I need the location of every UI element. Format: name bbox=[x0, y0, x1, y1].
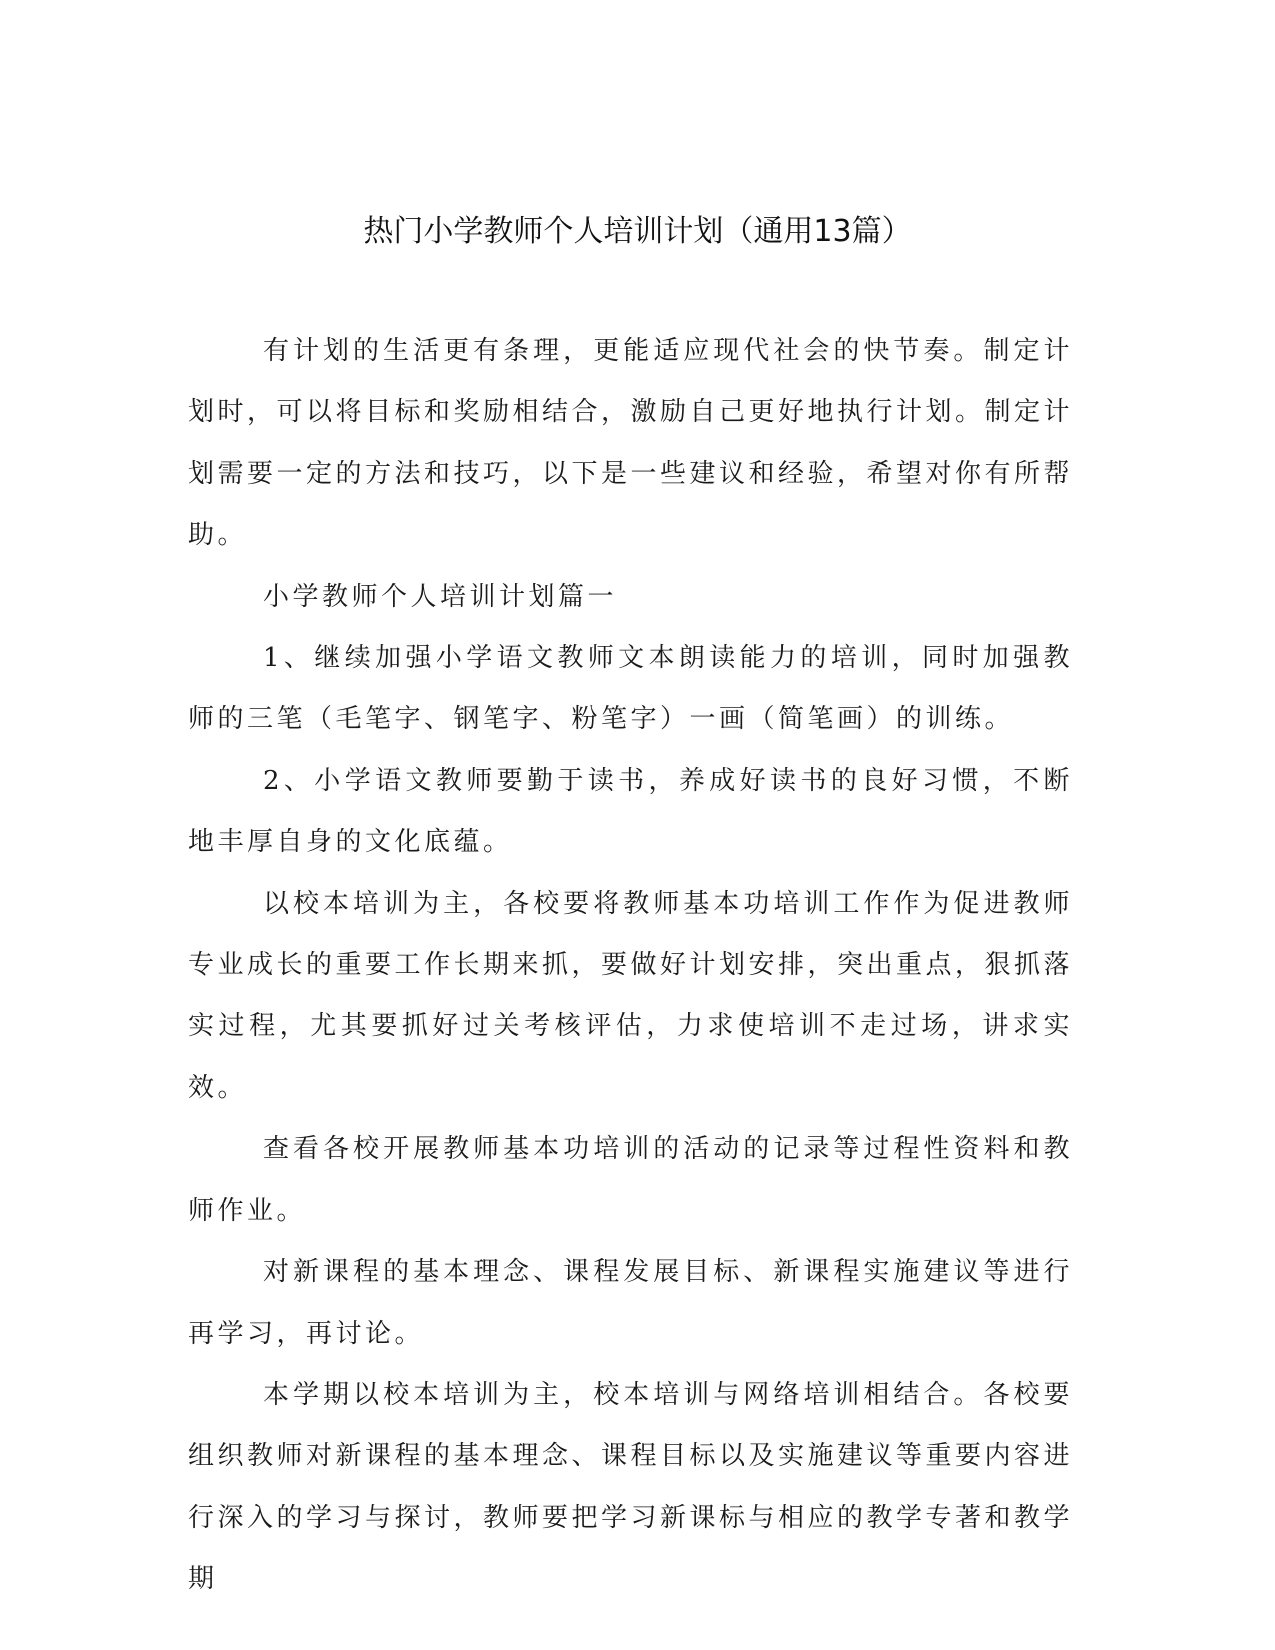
paragraph-semester: 本学期以校本培训为主，校本培训与网络培训相结合。各校要组织教师对新课程的基本理念、课程目标以及实施建议等重要内容进行深入的学习与探讨，教师要把学习新课标与相应的教学专著和教学期 bbox=[188, 1379, 1074, 1595]
paragraph-item-1: 1、继续加强小学语文教师文本朗读能力的培训，同时加强教师的三笔（毛笔字、钢笔字、粉笔字）一画（简笔画）的训练。 bbox=[188, 643, 1073, 735]
section-heading: 小学教师个人培训计划篇一 bbox=[263, 581, 618, 612]
paragraph-item-2: 2、小学语文教师要勤于读书，养成好读书的良好习惯，不断地丰厚自身的文化底蕴。 bbox=[188, 765, 1073, 858]
intro-paragraph: 有计划的生活更有条理，更能适应现代社会的快节奏。制定计划时，可以将目标和奖励相结合，激励自己更好地执行计划。制定计划需要一定的方法和技巧，以下是一些建议和经验，希望对你有所帮助。 bbox=[188, 336, 1074, 551]
document-title: 热门小学教师个人培训计划（通用13篇） bbox=[363, 214, 912, 249]
paragraph-curriculum: 对新课程的基本理念、课程发展目标、新课程实施建议等进行再学习，再讨论。 bbox=[188, 1257, 1073, 1349]
paragraph-school-training: 以校本培训为主，各校要将教师基本功培训工作作为促进教师专业成长的重要工作长期来抓，要做好计划安排，突出重点，狠抓落实过程，尤其要抓好过关考核评估，力求使培训不走过场，讲求实效。 bbox=[188, 888, 1074, 1103]
paragraph-inspection: 查看各校开展教师基本功培训的活动的记录等过程性资料和教师作业。 bbox=[188, 1134, 1073, 1226]
document-body bbox=[188, 321, 1073, 1611]
